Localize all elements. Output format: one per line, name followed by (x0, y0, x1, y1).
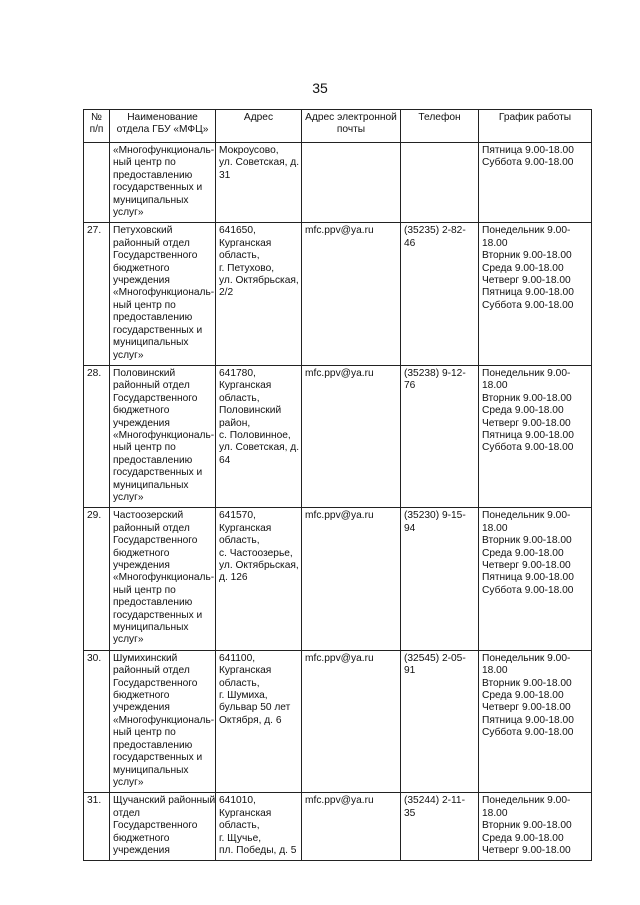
cell-address (216, 793, 302, 861)
cell-num: 31. (84, 793, 110, 861)
schedule-line: Пятница 9.00-18.00 (482, 429, 574, 441)
name-line: районный отдел (113, 237, 190, 249)
address-line: 2/2 (219, 287, 234, 299)
name-line: учреждения (113, 844, 170, 856)
cell-num: 28. (84, 365, 110, 507)
name-line: Государственного (113, 677, 198, 689)
cell-phone (401, 223, 479, 365)
address-line: пл. Победы, д. 5 (219, 844, 297, 856)
cell-address (216, 508, 302, 650)
schedule-line: Четверг 9.00-18.00 (482, 844, 571, 856)
cell-phone (401, 365, 479, 507)
cell-name (110, 650, 216, 792)
name-line: бюджетного (113, 405, 170, 417)
cell-address (216, 143, 302, 223)
cell-email: mfc.ppv@ya.ru (302, 508, 401, 650)
cell-num: 30. (84, 650, 110, 792)
address-line: бульвар 50 лет (219, 702, 291, 714)
address-line: 64 (219, 454, 231, 466)
header-name: Наименование отдела ГБУ «МФЦ» (110, 110, 216, 143)
address-line: 641650, (219, 225, 256, 237)
header-address: Адрес (216, 110, 302, 143)
name-line: «Многофункциональ- (113, 429, 215, 441)
cell-address (216, 650, 302, 792)
cell-phone (401, 508, 479, 650)
name-line: государственных и (113, 609, 203, 621)
schedule-line: Четверг 9.00-18.00 (482, 560, 571, 571)
schedule-line: 18.00 (482, 807, 508, 819)
header-schedule: График работы (479, 110, 592, 143)
name-line: услуг» (113, 349, 144, 361)
name-line: бюджетного (113, 547, 170, 559)
table-header-row (84, 110, 592, 143)
name-line: услуг» (113, 207, 144, 219)
cell-num (84, 143, 110, 223)
phone-line: 91 (404, 665, 416, 677)
cell-schedule (479, 143, 592, 223)
cell-schedule (479, 650, 592, 792)
name-line: учреждения (113, 275, 170, 287)
name-line: Государственного (113, 820, 198, 832)
cell-address (216, 365, 302, 507)
schedule-line: 18.00 (482, 380, 508, 392)
cell-num: 27. (84, 223, 110, 365)
address-line: с. Половинное, (219, 429, 291, 441)
cell-email: mfc.ppv@ya.ru (302, 793, 401, 861)
schedule-line: Суббота 9.00-18.00 (482, 442, 574, 454)
header-num: № п/п (84, 110, 110, 143)
name-line: услуг» (113, 776, 144, 788)
cell-num: 29. (84, 508, 110, 650)
name-line: муниципальных (113, 764, 189, 776)
address-line: 641010, (219, 795, 256, 807)
cell-schedule (479, 365, 592, 507)
cell-name (110, 793, 216, 861)
address-line: район, (219, 417, 251, 429)
schedule-line: Понедельник 9.00- (482, 510, 571, 522)
header-email: Адрес электронной почты (302, 110, 401, 143)
phone-line: 76 (404, 380, 416, 392)
schedule-line: Пятница 9.00-18.00 (482, 572, 574, 584)
schedule-line: Понедельник 9.00- (482, 652, 571, 664)
name-line: Шумихинский (113, 652, 178, 664)
name-line: ный центр по (113, 299, 176, 311)
phone-line: (35235) 2-82- (404, 225, 466, 237)
cell-name (110, 508, 216, 650)
schedule-line: Среда 9.00-18.00 (482, 262, 564, 274)
schedule-line: Среда 9.00-18.00 (482, 690, 564, 702)
schedule-line: 18.00 (482, 522, 508, 534)
address-line: 641100, (219, 652, 256, 664)
phone-line: (35244) 2-11- (404, 795, 465, 807)
address-line: Курганская (219, 807, 272, 819)
schedule-line: Вторник 9.00-18.00 (482, 820, 572, 832)
name-line: «Многофункциональ- (113, 287, 215, 299)
address-line: Мокроусово, (219, 145, 279, 156)
name-line: учреждения (113, 560, 170, 571)
schedule-line: Вторник 9.00-18.00 (482, 392, 572, 404)
cell-email (302, 143, 401, 223)
name-line: районный отдел (113, 665, 190, 677)
name-line: муниципальных (113, 194, 189, 206)
table-row (84, 650, 592, 792)
name-line: государственных и (113, 182, 203, 194)
address-line: область, (219, 535, 260, 547)
schedule-line: Четверг 9.00-18.00 (482, 702, 571, 714)
phone-line: 35 (404, 807, 416, 819)
schedule-line: Пятница 9.00-18.00 (482, 145, 574, 156)
table-row (84, 508, 592, 650)
schedule-line: Суббота 9.00-18.00 (482, 727, 574, 739)
name-line: муниципальных (113, 479, 189, 491)
name-line: «Многофункциональ- (113, 572, 215, 584)
cell-name (110, 143, 216, 223)
name-line: учреждения (113, 417, 170, 429)
schedule-line: Среда 9.00-18.00 (482, 832, 564, 844)
schedule-line: Вторник 9.00-18.00 (482, 677, 572, 689)
schedule-line: Пятница 9.00-18.00 (482, 287, 574, 299)
cell-address (216, 223, 302, 365)
name-line: государственных и (113, 752, 203, 764)
schedule-line: Вторник 9.00-18.00 (482, 250, 572, 262)
table-row (84, 365, 592, 507)
address-line: область, (219, 677, 260, 689)
address-line: область, (219, 392, 260, 404)
mfc-offices-table (83, 109, 592, 861)
address-line: 31 (219, 169, 231, 181)
table-row (84, 223, 592, 365)
name-line: районный отдел (113, 380, 190, 392)
name-line: бюджетного (113, 690, 170, 702)
schedule-line: 18.00 (482, 665, 508, 677)
name-line: бюджетного (113, 832, 170, 844)
cell-phone (401, 793, 479, 861)
address-line: 641780, (219, 367, 256, 379)
address-line: ул. Октябрьская, (219, 560, 299, 571)
name-line: предоставлению (113, 312, 193, 324)
name-line: Государственного (113, 392, 198, 404)
address-line: Курганская (219, 237, 272, 249)
schedule-line: Среда 9.00-18.00 (482, 547, 564, 559)
schedule-line: Понедельник 9.00- (482, 225, 571, 237)
name-line: Государственного (113, 535, 198, 547)
name-line: Государственного (113, 250, 198, 262)
cell-name (110, 223, 216, 365)
schedule-line: Суббота 9.00-18.00 (482, 584, 574, 596)
address-line: ул. Советская, д. (219, 442, 300, 454)
phone-line: (35230) 9-15- (404, 510, 466, 522)
address-line: область, (219, 250, 260, 262)
phone-line: 46 (404, 237, 416, 249)
page-number: 35 (312, 80, 328, 96)
schedule-line: Суббота 9.00-18.00 (482, 299, 574, 311)
address-line: г. Щучье, (219, 832, 262, 844)
phone-line: (32545) 2-05- (404, 652, 466, 664)
cell-schedule (479, 223, 592, 365)
name-line: государственных и (113, 467, 203, 479)
name-line: ный центр по (113, 727, 176, 739)
address-line: с. Частоозерье, (219, 547, 293, 559)
name-line: Половинский (113, 367, 176, 379)
name-line: ный центр по (113, 442, 176, 454)
phone-line: (35238) 9-12- (404, 367, 466, 379)
address-line: ул. Советская, д. (219, 157, 300, 169)
name-line: муниципальных (113, 622, 189, 634)
name-line: государственных и (113, 324, 203, 336)
name-line: услуг» (113, 491, 144, 503)
address-line: д. 126 (219, 572, 248, 584)
name-line: отдел (113, 807, 140, 819)
address-line: Курганская (219, 380, 272, 392)
address-line: Октября, д. 6 (219, 714, 282, 726)
schedule-line: Четверг 9.00-18.00 (482, 275, 571, 287)
schedule-line: Понедельник 9.00- (482, 367, 571, 379)
schedule-line: Вторник 9.00-18.00 (482, 535, 572, 547)
name-line: Частоозерский (113, 510, 184, 522)
schedule-line: Среда 9.00-18.00 (482, 405, 564, 417)
cell-email: mfc.ppv@ya.ru (302, 365, 401, 507)
cell-phone (401, 650, 479, 792)
table-row (84, 793, 592, 861)
cell-schedule (479, 508, 592, 650)
schedule-line: Суббота 9.00-18.00 (482, 157, 574, 169)
name-line: «Многофункциональ- (113, 145, 215, 156)
name-line: предоставлению (113, 739, 193, 751)
schedule-line: Четверг 9.00-18.00 (482, 417, 571, 429)
name-line: бюджетного (113, 262, 170, 274)
address-line: г. Шумиха, (219, 690, 268, 702)
table-row (84, 143, 592, 223)
address-line: Курганская (219, 665, 272, 677)
name-line: предоставлению (113, 454, 193, 466)
address-line: область, (219, 820, 260, 832)
cell-schedule (479, 793, 592, 861)
name-line: муниципальных (113, 337, 189, 349)
schedule-line: Понедельник 9.00- (482, 795, 571, 807)
name-line: ный центр по (113, 157, 176, 169)
name-line: Щучанский районный (113, 795, 216, 807)
name-line: учреждения (113, 702, 170, 714)
cell-email: mfc.ppv@ya.ru (302, 650, 401, 792)
name-line: районный отдел (113, 522, 190, 534)
address-line: г. Петухово, (219, 262, 275, 274)
name-line: ный центр по (113, 584, 176, 596)
phone-line: 94 (404, 522, 416, 534)
header-phone: Телефон (401, 110, 479, 143)
address-line: Курганская (219, 522, 272, 534)
address-line: ул. Октябрьская, (219, 275, 299, 287)
address-line: 641570, (219, 510, 256, 522)
address-line: Половинский (219, 405, 282, 417)
schedule-line: Пятница 9.00-18.00 (482, 714, 574, 726)
name-line: «Многофункциональ- (113, 714, 215, 726)
name-line: услуг» (113, 634, 144, 646)
cell-name (110, 365, 216, 507)
schedule-line: 18.00 (482, 237, 508, 249)
name-line: предоставлению (113, 597, 193, 609)
name-line: Петуховский (113, 225, 173, 237)
cell-phone (401, 143, 479, 223)
cell-email: mfc.ppv@ya.ru (302, 223, 401, 365)
name-line: предоставлению (113, 169, 193, 181)
